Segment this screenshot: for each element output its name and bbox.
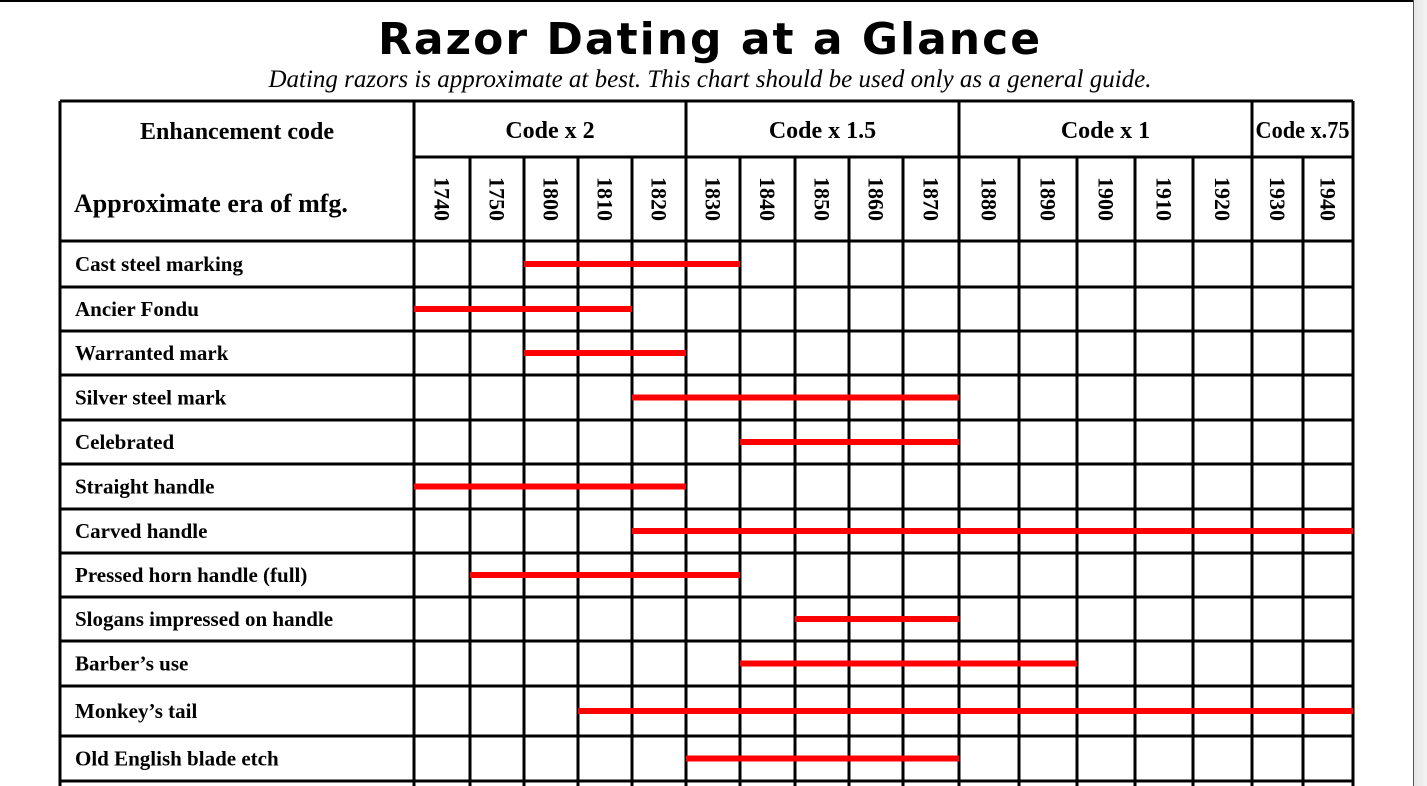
feature-row-label: Slogans impressed on handle xyxy=(75,607,334,631)
year-tick-label: 1900 xyxy=(1093,177,1119,221)
feature-row-label: Pressed horn handle (full) xyxy=(75,563,308,587)
code-group-label: Code x 2 xyxy=(505,118,595,144)
feature-row-label: Straight handle xyxy=(75,474,215,499)
code-group-label: Code x.75 xyxy=(1255,118,1350,144)
year-tick-label: 1850 xyxy=(809,177,835,221)
year-tick-label: 1810 xyxy=(592,177,618,221)
year-tick-label: 1860 xyxy=(863,177,889,221)
feature-row-label: Silver steel mark xyxy=(75,385,227,410)
year-tick-label: 1870 xyxy=(918,177,944,221)
year-tick-label: 1930 xyxy=(1265,177,1290,221)
year-tick-label: 1910 xyxy=(1151,177,1177,221)
year-tick-label: 1920 xyxy=(1210,177,1235,221)
year-tick-label: 1800 xyxy=(538,177,564,221)
era-row-header: Approximate era of mfg. xyxy=(74,189,348,218)
feature-row-label: Warranted mark xyxy=(75,341,229,365)
code-group-label: Code x 1.5 xyxy=(768,118,877,144)
feature-row-label: Old English blade etch xyxy=(75,746,279,771)
feature-row-label: Barber’s use xyxy=(75,651,189,676)
feature-row-label: Cast steel marking xyxy=(75,252,243,276)
year-tick-label: 1750 xyxy=(484,177,510,221)
feature-row-label: Monkey’s tail xyxy=(75,699,198,723)
year-tick-label: 1840 xyxy=(755,177,780,221)
year-tick-label: 1740 xyxy=(429,177,455,221)
year-tick-label: 1890 xyxy=(1035,177,1061,221)
code-group-label: Code x 1 xyxy=(1060,118,1151,144)
chart-subtitle: Dating razors is approximate at best. This chart should be used only as a general guide. xyxy=(268,66,1152,93)
feature-row-label: Carved handle xyxy=(75,519,208,543)
year-tick-label: 1820 xyxy=(646,177,672,221)
feature-row-label: Celebrated xyxy=(75,430,175,454)
feature-row-label: Ancier Fondu xyxy=(75,297,199,321)
enhancement-code-header: Enhancement code xyxy=(140,119,334,145)
year-tick-label: 1880 xyxy=(976,177,1002,221)
year-tick-label: 1830 xyxy=(700,177,726,221)
year-tick-label: 1940 xyxy=(1315,177,1341,221)
chart-title: Razor Dating at a Glance xyxy=(377,14,1043,65)
